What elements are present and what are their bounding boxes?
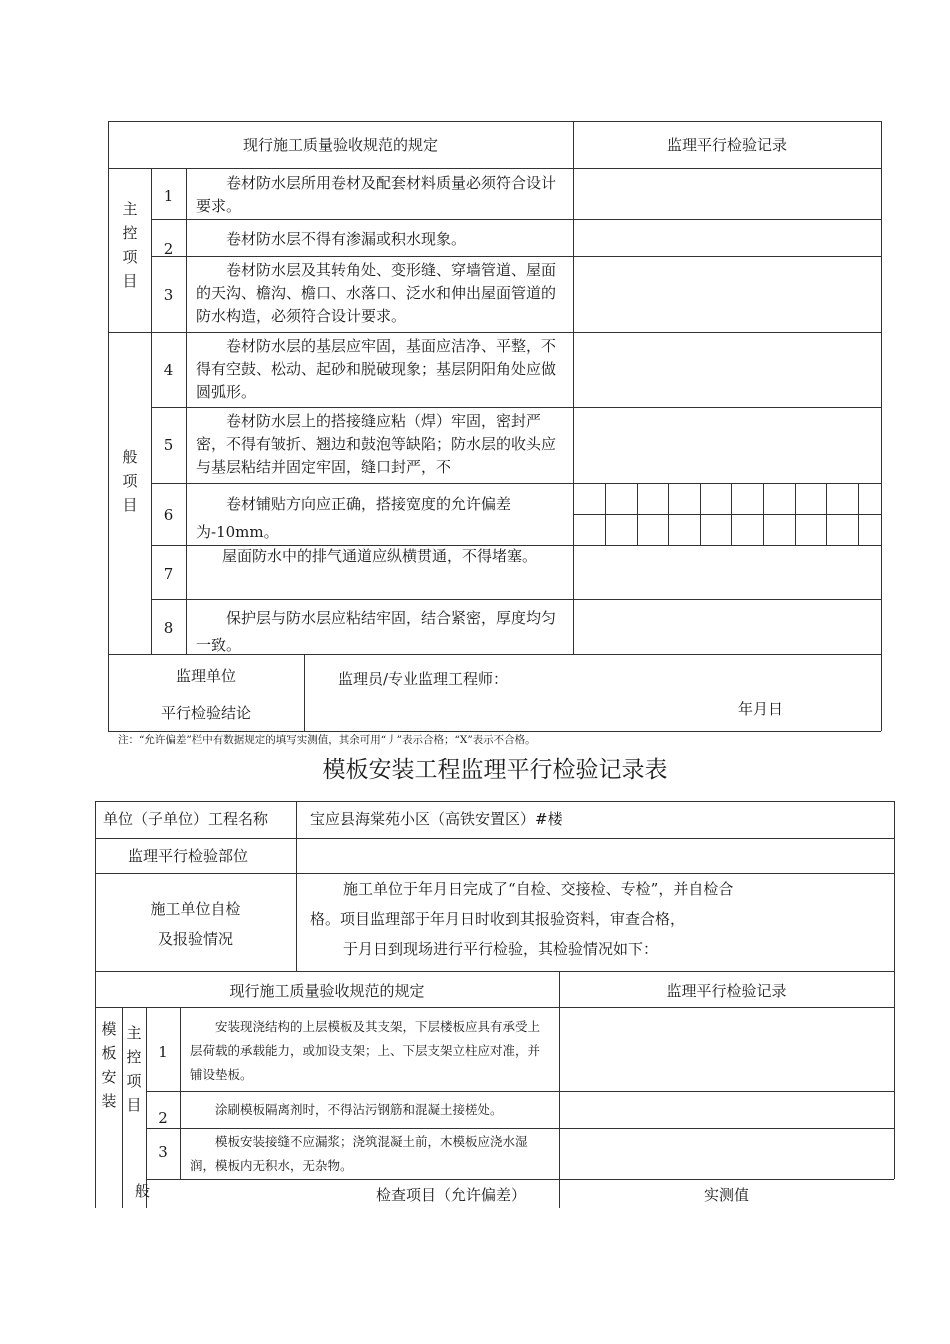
self-check-label: 及报验情况 bbox=[157, 930, 233, 948]
group-general: 般 项 目 bbox=[122, 448, 138, 514]
spec-text: 卷材铺贴方向应正确，搭接宽度的允许偏差为-10mm。 bbox=[196, 495, 512, 541]
inspection-location-label: 监理平行检验部位 bbox=[128, 847, 249, 865]
spec-text: 卷材防水层的基层应牢固，基面应洁净、平整，不得有空鼓、松动、起砂和脱破现象；基层阴阳角处应做圆弧形。 bbox=[196, 337, 557, 401]
spec-text: 模板安装接缝不应漏浆；浇筑混凝土前，木模板应浇水湿润，模板内无积水，无杂物。 bbox=[190, 1134, 528, 1173]
group-category-formwork: 模 板 安 装 bbox=[101, 1020, 117, 1110]
spec-text: 安装现浇结构的上层模板及其支架，下层楼板应具有承受上层荷载的承载能力，或加设支架；上、下层支架立柱应对准，并铺设垫板。 bbox=[190, 1019, 541, 1082]
row-number: 1 bbox=[163, 187, 174, 205]
group-main-control: 主 控 项 目 bbox=[122, 200, 138, 290]
spec-text: 屋面防水中的排气通道应纵横贯通，不得堵塞。 bbox=[222, 547, 538, 565]
row-number: 6 bbox=[163, 506, 174, 524]
row-number: 5 bbox=[163, 436, 174, 454]
measured-value-header: 实测值 bbox=[703, 1186, 749, 1204]
row-number: 8 bbox=[163, 619, 174, 637]
self-check-line: 格。项目监理部于年月日时收到其报验资料，审查合格， bbox=[310, 910, 686, 928]
table2-header-right: 监理平行检验记录 bbox=[666, 982, 787, 1000]
page-title: 模板安装工程监理平行检验记录表 bbox=[322, 757, 668, 783]
spec-text: 卷材防水层及其转角处、变形缝、穿墙管道、屋面的天沟、檐沟、檐口、水落口、泛水和伸出屋面管道的防水构造，必须符合设计要求。 bbox=[196, 261, 557, 325]
table1-header-left: 现行施工质量验收规范的规定 bbox=[242, 136, 438, 154]
conclusion-label-unit: 监理单位 bbox=[175, 667, 236, 685]
row-number: 3 bbox=[163, 286, 174, 304]
spec-text: 卷材防水层所用卷材及配套材料质量必须符合设计要求。 bbox=[196, 174, 557, 215]
spec-text: 卷材防水层上的搭接缝应粘（焊）牢固，密封严密，不得有皱折、翘边和鼓泡等缺陷；防水层的收头应与基层粘结并固定牢固，缝口封严，不 bbox=[196, 412, 557, 476]
row-number: 2 bbox=[163, 240, 174, 258]
self-check-label: 施工单位自检 bbox=[150, 900, 241, 918]
supervisor-signature-label: 监理员/专业监理工程师： bbox=[338, 670, 509, 688]
table-footnote: 注：“允许偏差”栏中有数据规定的填写实测值，其余可用“丿”表示合格；“X”表示不合格。 bbox=[118, 734, 536, 746]
group-main-control: 主 控 项 目 bbox=[126, 1024, 142, 1114]
spec-text: 保护层与防水层应粘结牢固，结合紧密，厚度均匀一致。 bbox=[196, 609, 557, 654]
row-number: 7 bbox=[163, 565, 174, 583]
table2-header-left: 现行施工质量验收规范的规定 bbox=[229, 982, 425, 1000]
table1-header-right: 监理平行检验记录 bbox=[666, 136, 787, 154]
project-name-label: 单位（子单位）工程名称 bbox=[103, 810, 269, 828]
conclusion-label-result: 平行检验结论 bbox=[160, 704, 251, 722]
self-check-line: 于月日到现场进行平行检验，其检验情况如下： bbox=[343, 940, 659, 958]
date-label: 年月日 bbox=[738, 700, 784, 718]
row-number: 2 bbox=[158, 1109, 168, 1127]
row-number: 1 bbox=[158, 1043, 168, 1061]
self-check-line: 施工单位于年月日完成了“自检、交接检、专检”，并自检合 bbox=[343, 880, 734, 898]
row-number: 4 bbox=[163, 361, 174, 379]
row-number: 3 bbox=[158, 1143, 168, 1161]
spec-text: 涂刷模板隔离剂时，不得沾污钢筋和混凝土接槎处。 bbox=[215, 1102, 503, 1117]
spec-text: 卷材防水层不得有渗漏或积水现象。 bbox=[226, 230, 467, 248]
group-general: 般 bbox=[135, 1182, 151, 1200]
project-name-value: 宝应县海棠苑小区（高铁安置区）#楼 bbox=[310, 810, 563, 828]
check-item-header: 检查项目（允许偏差） bbox=[376, 1186, 527, 1204]
